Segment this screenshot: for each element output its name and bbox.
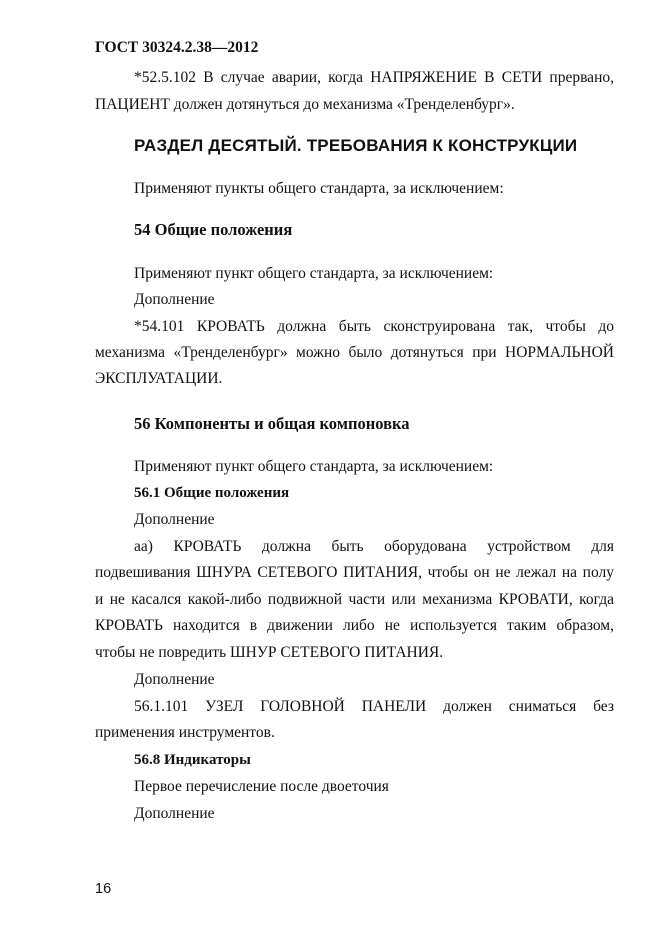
- paragraph-aa-line: КРОВАТЬ находится в движении либо не используется таким образом,: [95, 617, 614, 634]
- section-54-intro: Применяют пункт общего стандарта, за исключением:: [134, 265, 494, 282]
- paragraph-54-101-line: *54.101 КРОВАТЬ должна быть сконструирована так, чтобы до: [134, 318, 614, 335]
- heading-54: 54 Общие положения: [134, 220, 293, 239]
- heading-56-8: 56.8 Индикаторы: [134, 752, 251, 768]
- heading-56: 56 Компоненты и общая компоновка: [134, 414, 410, 433]
- paragraph-52-5-102-line: ПАЦИЕНТ должен дотянуться до механизма «Тренделенбург».: [95, 96, 515, 113]
- document-header: ГОСТ 30324.2.38—2012: [95, 39, 259, 56]
- paragraph-aa-line: подвешивания ШНУРА СЕТЕВОГО ПИТАНИЯ, чтобы он не лежал на полу: [95, 564, 614, 581]
- section-intro: Применяют пункты общего стандарта, за исключением:: [134, 180, 504, 197]
- paragraph-56-1-101-line: 56.1.101 УЗЕЛ ГОЛОВНОЙ ПАНЕЛИ должен сниматься без: [134, 698, 614, 715]
- paragraph-52-5-102-line: *52.5.102 В случае аварии, когда НАПРЯЖЕНИЕ В СЕТИ прервано,: [134, 69, 614, 86]
- section-title: РАЗДЕЛ ДЕСЯТЫЙ. ТРЕБОВАНИЯ К КОНСТРУКЦИИ: [134, 136, 578, 155]
- section-56-intro: Применяют пункт общего стандарта, за исключением:: [134, 458, 494, 475]
- paragraph-aa-line: аа) КРОВАТЬ должна быть оборудована устройством для: [134, 538, 614, 555]
- page-number: 16: [95, 881, 112, 897]
- paragraph-54-101-line: ЭКСПЛУАТАЦИИ.: [95, 370, 223, 387]
- paragraph-56-1-101-line: применения инструментов.: [95, 724, 275, 741]
- paragraph-aa-line: и не касался какой-либо подвижной части или механизма КРОВАТИ, когда: [95, 591, 614, 608]
- paragraph-aa-line: чтобы не повредить ШНУР СЕТЕВОГО ПИТАНИЯ.: [95, 644, 444, 661]
- addition-label: Дополнение: [134, 291, 215, 308]
- addition-label: Дополнение: [134, 805, 215, 822]
- addition-label: Дополнение: [134, 511, 215, 528]
- addition-label: Дополнение: [134, 671, 215, 688]
- heading-56-1: 56.1 Общие положения: [134, 485, 290, 501]
- list-item-text: Первое перечисление после двоеточия: [134, 778, 389, 795]
- paragraph-54-101-line: механизма «Тренделенбург» можно было дотянуться при НОРМАЛЬНОЙ: [95, 344, 614, 361]
